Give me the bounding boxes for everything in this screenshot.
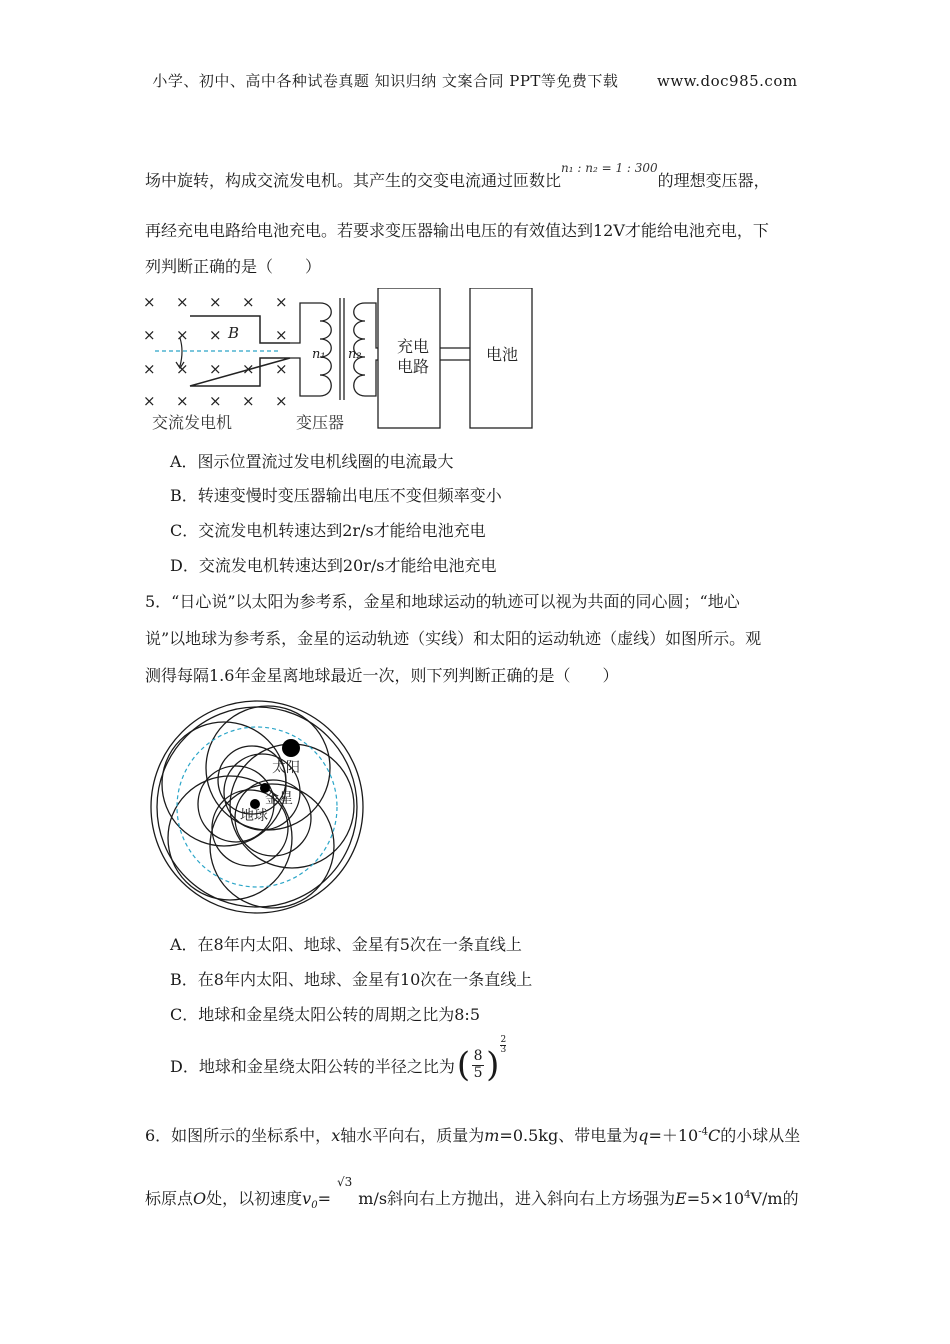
sun-dot — [282, 739, 300, 757]
page-header — [0, 70, 950, 91]
q6-text: 标原点 — [145, 1189, 194, 1208]
q6-text: =0.5kg、带电量为 — [499, 1126, 639, 1145]
q4-line1-pre: 场中旋转，构成交流发电机。其产生的交变电流通过匝数比 — [145, 171, 562, 190]
q5-option-d-text: D．地球和金星绕太阳公转的半径之比为 — [170, 1056, 455, 1076]
q5-option-a: A．在8年内太阳、地球、金星有5次在一条直线上 — [170, 935, 522, 954]
n2-label: n₂ — [348, 347, 362, 362]
n1-label: n₁ — [312, 347, 326, 362]
q6-text: = — [317, 1189, 331, 1208]
earth-label: 地球 — [240, 808, 268, 824]
cross-mark: × — [275, 392, 288, 410]
exp-denominator: 3 — [500, 1044, 507, 1055]
q4-turns-ratio: n₁ : n₂ = 1 : 300 — [561, 161, 658, 175]
paren-left: ( — [456, 1045, 471, 1085]
q6-var-o: O — [193, 1189, 207, 1208]
cross-mark: × — [209, 326, 222, 344]
q6-text: 处，以初速度 — [206, 1189, 303, 1208]
q5-option-c: C．地球和金星绕太阳公转的周期之比为8:5 — [170, 1005, 480, 1024]
q6-line1 — [145, 1123, 800, 1146]
q6-text: 的小球从坐 — [720, 1126, 801, 1145]
q6-subscript: 0 — [311, 1200, 318, 1212]
paren-right: ) — [486, 1045, 500, 1085]
field-label: B — [228, 324, 240, 342]
q5-orbit-figure — [142, 696, 372, 920]
cross-mark: × — [176, 392, 189, 410]
fraction-numerator: 8 — [473, 1048, 483, 1065]
exponent-fraction — [500, 1036, 506, 1055]
q4-line3: 列判断正确的是（ ） — [145, 257, 322, 276]
q6-text: 轴水平向右，质量为 — [340, 1126, 485, 1145]
q6-var-q: q — [638, 1126, 649, 1145]
q4-option-d: D．交流发电机转速达到20r/s才能给电池充电 — [170, 556, 497, 575]
battery-label: 电池 — [486, 345, 519, 364]
caption-transformer: 变压器 — [296, 413, 345, 432]
fraction-denominator: 5 — [473, 1064, 483, 1081]
q6-text: m/s斜向右上方抛出，进入斜向右上方场强为 — [358, 1189, 676, 1208]
cross-mark: × — [143, 360, 156, 378]
cross-mark: × — [209, 293, 222, 311]
cross-mark: × — [143, 326, 156, 344]
q6-var-e: E — [675, 1189, 687, 1208]
q4-option-b: B．转速变慢时变压器输出电压不变但频率变小 — [170, 486, 502, 505]
cross-mark: × — [242, 392, 255, 410]
q6-text: =＋10 — [648, 1126, 699, 1145]
q6-sqrt3: √3 — [336, 1175, 353, 1189]
q4-option-c: C．交流发电机转速达到2r/s才能给电池充电 — [170, 521, 486, 540]
q6-text: V/m的 — [750, 1189, 799, 1208]
cross-mark: × — [275, 326, 288, 344]
q4-line2: 再经充电电路给电池充电。若要求变压器输出电压的有效值达到12V才能给电池充电，下 — [145, 221, 769, 240]
q6-var-x: x — [331, 1126, 341, 1145]
q4-option-a: A．图示位置流过发电机线圈的电流最大 — [170, 452, 454, 471]
cross-mark: × — [242, 293, 255, 311]
q6-text: 6．如图所示的坐标系中， — [145, 1126, 332, 1145]
cross-mark: × — [275, 293, 288, 311]
q5-option-d — [170, 1034, 507, 1090]
venus-label: 金星 — [265, 791, 293, 807]
exp-numerator: 2 — [500, 1034, 507, 1045]
q6-exponent: -4 — [698, 1126, 708, 1138]
cross-mark: × — [275, 360, 288, 378]
q4-line1-post: 的理想变压器， — [657, 171, 770, 190]
q6-line2 — [145, 1175, 799, 1212]
header-url: www.doc985.com — [656, 72, 798, 90]
fraction-8-5 — [472, 1049, 484, 1081]
sun-label: 太阳 — [272, 760, 300, 776]
charging-circuit-label-2: 电路 — [397, 357, 430, 376]
cross-mark: × — [176, 360, 189, 378]
cross-mark: × — [143, 293, 156, 311]
cross-mark: × — [176, 293, 189, 311]
q5-option-b: B．在8年内太阳、地球、金星有10次在一条直线上 — [170, 970, 533, 989]
caption-generator: 交流发电机 — [152, 413, 233, 432]
q6-var-m: m — [484, 1126, 500, 1145]
cross-mark: × — [242, 360, 255, 378]
header-text: 小学、初中、高中各种试卷真题 知识归纳 文案合同 PPT等免费下载 — [152, 72, 619, 90]
q4-line1 — [145, 161, 770, 191]
q5-line2: 说”以地球为参考系，金星的运动轨迹（实线）和太阳的运动轨迹（虚线）如图所示。观 — [145, 629, 762, 648]
q6-unit-c: C — [707, 1126, 721, 1145]
cross-mark: × — [209, 392, 222, 410]
q5-line3: 测得每隔1.6年金星离地球最近一次，则下列判断正确的是（ ） — [145, 666, 619, 685]
q6-var-v: v — [302, 1189, 312, 1208]
q6-exponent: 4 — [744, 1189, 751, 1201]
cross-mark: × — [209, 360, 222, 378]
cross-mark: × — [143, 392, 156, 410]
q6-text: =5×10 — [686, 1189, 745, 1208]
q5-line1: 5．“日心说”以太阳为参考系，金星和地球运动的轨迹可以视为共面的同心圆；“地心 — [145, 592, 740, 611]
charging-circuit-label-1: 充电 — [397, 337, 430, 356]
cross-mark: × — [176, 326, 189, 344]
